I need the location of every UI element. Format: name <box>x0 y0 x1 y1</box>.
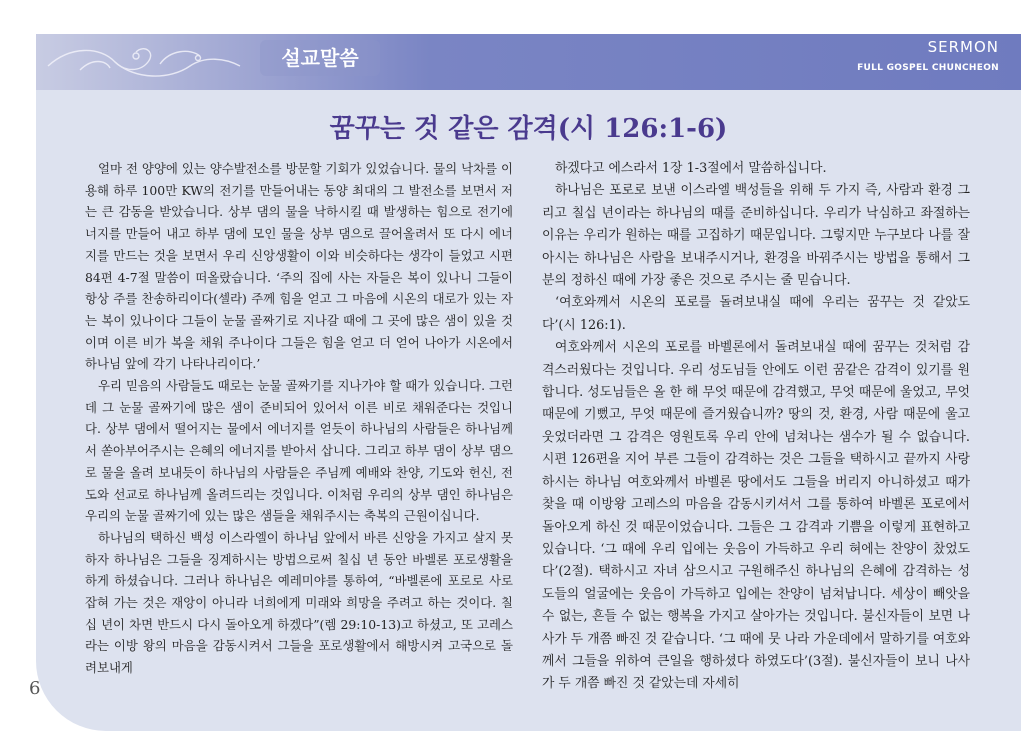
paragraph: 하나님의 택하신 백성 이스라엘이 하나님 앞에서 바른 신앙을 가지고 살지 못하자 하나님은 그들을 징계하시는 방법으로써 칠십 년 동안 바벨론 포로생활을 하게 하셨습니다. 그러나 하나님은 예레미야를 통하여, “바벨론에 포로로 사로잡혀 가는 것은 재앙이 아니라 너희에게 미래와 희망을 주려고 하는 것이다. 칠십 년이 차면 반드시 다시 돌아오게 하겠다”(렘 29:10-13)고 하셨고, 또 고레스라는 이방 왕의 마음을 감동시켜서 그들을 포로생활에서 해방시켜 고국으로 돌려보내게 <box>85 529 513 676</box>
paragraph: 하겠다고 에스라서 1장 1-3절에서 말씀하십니다. <box>555 161 827 176</box>
swirl-ornament-icon <box>40 36 270 88</box>
paragraph: 얼마 전 양양에 있는 양수발전소를 방문할 기회가 있었습니다. 물의 낙차를 이용해 하루 100만 KW의 전기를 만들어내는 동양 최대의 그 발전소를 보면서 저는 큰 감동을 받았습니다. 상부 댐의 물을 낙하시킬 때 발생하는 힘으로 전기에너지를 만들어 내고 하부 댐에 모인 물을 상부 댐으로 끌어올려서 또 다시 에너지를 만드는 것을 보면서 우리 신앙생활이 이와 비슷하다는 생각이 들었고 시편 84편 4-7절 말씀이 떠올랐습니다. ‘주의 집에 사는 자들은 복이 있나니 그들이 항상 주를 찬송하리이다(셀라) 주께 힘을 얻고 그 마음에 시온의 대로가 있는 자는 복이 있나이다 그들이 눈물 골짜기로 지나갈 때에 그 곳에 많은 샘이 있을 것이며 이른 비가 복을 채워 주나이다 그들은 힘을 얻고 더 얻어 나아가 시온에서 하나님 앞에 각기 나타나리이다.’ <box>85 161 513 372</box>
paragraph: 하나님은 포로로 보낸 이스라엘 백성들을 위해 두 가지 즉, 사람과 환경 그리고 칠십 년이라는 하나님의 때를 준비하십니다. 우리가 낙심하고 좌절하는 이유는 우리가 원하는 때를 고집하기 때문입니다. 그렇지만 누구보다 나를 잘 아시는 하나님은 사람을 보내주시거나, 환경을 바꿔주시는 방법을 통해서 그분의 정하신 때에 가장 좋은 것으로 주시는 줄 믿습니다. <box>542 183 970 289</box>
right-column <box>542 158 970 696</box>
page-number: 6 <box>29 678 41 699</box>
paragraph: 우리 믿음의 사람들도 때로는 눈물 골짜기를 지나가야 할 때가 있습니다. 그런데 그 눈물 골짜기에 많은 샘이 준비되어 있어서 이른 비로 채워준다는 것입니다. 상부 댐에서 떨어지는 물에서 에너지를 얻듯이 하나님의 사람들은 하나님께서 쏟아부어주시는 은혜의 에너지를 받아서 삽니다. 그리고 하부 댐이 상부 댐으로 물을 올려 보내듯이 하나님의 사람들은 주님께 예배와 찬양, 기도와 헌신, 전도와 선교로 하나님께 올려드리는 것입니다. 이처럼 우리의 상부 댐인 하나님은 우리의 눈물 골짜기에 있는 많은 샘들을 채워주시는 축복의 근원이십니다. <box>85 378 513 524</box>
left-column <box>85 158 513 679</box>
section-label: 설교말씀 <box>260 40 380 76</box>
article-title: 꿈꾸는 것 같은 감격(시 126:1-6) <box>329 114 728 144</box>
church-name: FULL GOSPEL CHUNCHEON <box>857 63 999 73</box>
paragraph: ‘여호와께서 시온의 포로를 돌려보내실 때에 우리는 꿈꾸는 것 같았도다’(시 126:1). <box>542 295 970 333</box>
sermon-label: SERMON <box>927 38 999 56</box>
paragraph: 여호와께서 시온의 포로를 바벨론에서 돌려보내실 때에 꿈꾸는 것처럼 감격스러웠다는 것입니다. 우리 성도님들 안에도 이런 꿈같은 감격이 있기를 원합니다. 성도님들은 올 한 해 무엇 때문에 감격했고, 무엇 때문에 울었고, 무엇 때문에 기뻤고, 무엇 때문에 즐거웠습니까? 땅의 것, 환경, 사람 때문에 울고 웃었더라면 그 감격은 영원토록 우리 안에 넘쳐나는 샘수가 될 수 없습니다. 시편 126편을 지어 부른 그들이 감격하는 것은 그들을 택하시고 끝까지 사랑하시는 하나님 여호와께서 바벨론 땅에서도 그들을 버리지 아니하셨고 때가 찾을 때 이방왕 고레스의 마음을 감동시키셔서 그를 통하여 바벨론 포로에서 돌아오게 하신 것 때문이었습니다. 그들은 그 감격과 기쁨을 이렇게 표현하고 있습니다. ‘그 때에 우리 입에는 웃음이 가득하고 우리 혀에는 찬양이 찼었도다’(2절). 택하시고 자녀 삼으시고 구원해주신 하나님의 은혜에 감격하는 성도들의 얼굴에는 웃음이 가득하고 입에는 찬양이 넘쳐납니다. 세상이 빼앗을 수 없는, 흔들 수 없는 행복을 가지고 살아가는 것입니다. 불신자들이 보면 나사가 두 개쯤 빠진 것 같습니다. ‘그 때에 뭇 나라 가운데에서 말하기를 여호와께서 그들을 위하여 큰일을 행하셨다 하였도다’(3절). 불신자들이 보니 나사가 두 개쯤 빠진 것 같았는데 자세히 <box>542 340 970 692</box>
